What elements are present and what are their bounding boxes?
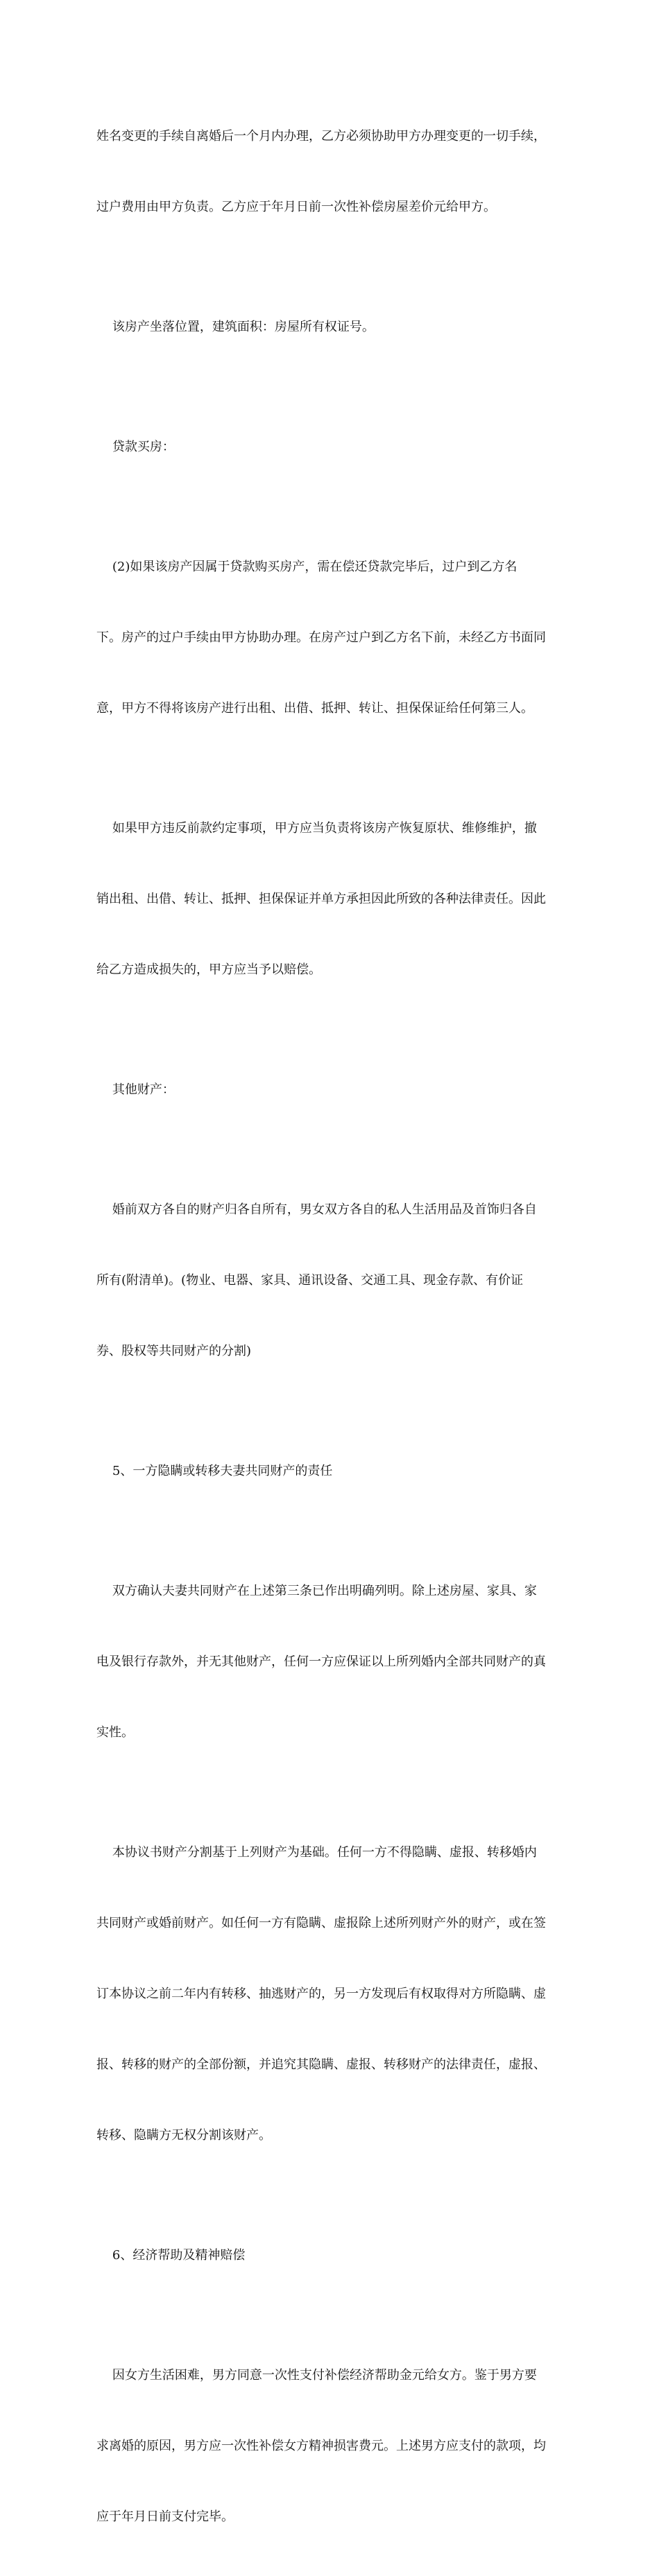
text-line: 6、经济帮助及精神赔偿	[96, 2248, 246, 2263]
paragraph-breach	[96, 770, 565, 1029]
section-heading-6	[96, 2197, 565, 2315]
paragraph-compensation	[96, 2317, 565, 2576]
paragraph-loan-heading	[96, 388, 565, 506]
text-line: 5、一方隐瞒或转移夫妻共同财产的责任	[96, 1464, 333, 1478]
text-line: 求离婚的原因，男方应一次性补偿女方精神损害费元。上述男方应支付的款项，均	[96, 2439, 546, 2453]
text-line: 应于年月日前支付完毕。	[96, 2509, 234, 2524]
text-line: 姓名变更的手续自离婚后一个月内办理，乙方必须协助甲方办理变更的一切手续，	[96, 129, 546, 144]
text-line: 贷款买房：	[96, 440, 175, 454]
text-line: 下。房产的过户手续由甲方协助办理。在房产过户到乙方名下前，未经乙方书面同	[96, 630, 546, 645]
text-line: 共同财产或婚前财产。如任何一方有隐瞒、虚报除上述所列财产外的财产，或在签	[96, 1916, 546, 1930]
text-line: 券、股权等共同财产的分割)	[96, 1344, 252, 1358]
text-line: 婚前双方各自的财产归各自所有，男女双方各自的私人生活用品及首饰归各自	[96, 1202, 537, 1217]
paragraph-premarital-property	[96, 1151, 565, 1410]
text-line: 该房产坐落位置，建筑面积：房屋所有权证号。	[96, 320, 375, 334]
paragraph-loan-transfer	[96, 508, 565, 768]
text-line: 转移、隐瞒方无权分割该财产。	[96, 2128, 271, 2143]
document-body	[96, 78, 565, 2576]
paragraph-confirmation	[96, 1532, 565, 1792]
paragraph-concealment	[96, 1794, 565, 2195]
text-line: 订本协议之前二年内有转移、抽逃财产的，另一方发现后有权取得对方所隐瞒、虚	[96, 1987, 546, 2001]
text-line: 所有(附清单)。(物业、电器、家具、通讯设备、交通工具、现金存款、有价证	[96, 1273, 524, 1288]
text-line: (2)如果该房产因属于贷款购买房产，需在偿还贷款完毕后，过户到乙方名	[96, 560, 517, 574]
text-line: 双方确认夫妻共同财产在上述第三条已作出明确列明。除上述房屋、家具、家	[96, 1584, 537, 1598]
text-line: 意，甲方不得将该房产进行出租、出借、抵押、转让、担保保证给任何第三人。	[96, 701, 533, 716]
text-line: 报、转移的财产的全部份额，并追究其隐瞒、虚报、转移财产的法律责任，虚报、	[96, 2057, 546, 2072]
text-line: 本协议书财产分割基于上列财产为基础。任何一方不得隐瞒、虚报、转移婚内	[96, 1845, 537, 1860]
text-line: 过户费用由甲方负责。乙方应于年月日前一次性补偿房屋差价元给甲方。	[96, 200, 496, 214]
paragraph-property-location	[96, 268, 565, 386]
text-line: 如果甲方违反前款约定事项，甲方应当负责将该房产恢复原状、维修维护，撤	[96, 821, 537, 836]
text-line: 电及银行存款外，并无其他财产，任何一方应保证以上所列婚内全部共同财产的真	[96, 1654, 546, 1669]
text-line: 其他财产：	[96, 1082, 175, 1097]
section-heading-5	[96, 1412, 565, 1530]
paragraph-name-change	[96, 78, 565, 266]
text-line: 因女方生活困难，男方同意一次性支付补偿经济帮助金元给女方。鉴于男方要	[96, 2368, 537, 2383]
text-line: 实性。	[96, 1725, 134, 1740]
text-line: 给乙方造成损失的，甲方应当予以赔偿。	[96, 962, 321, 977]
text-line: 销出租、出借、转让、抵押、担保保证并单方承担因此所致的各种法律责任。因此	[96, 892, 546, 906]
paragraph-other-property-heading	[96, 1031, 565, 1149]
